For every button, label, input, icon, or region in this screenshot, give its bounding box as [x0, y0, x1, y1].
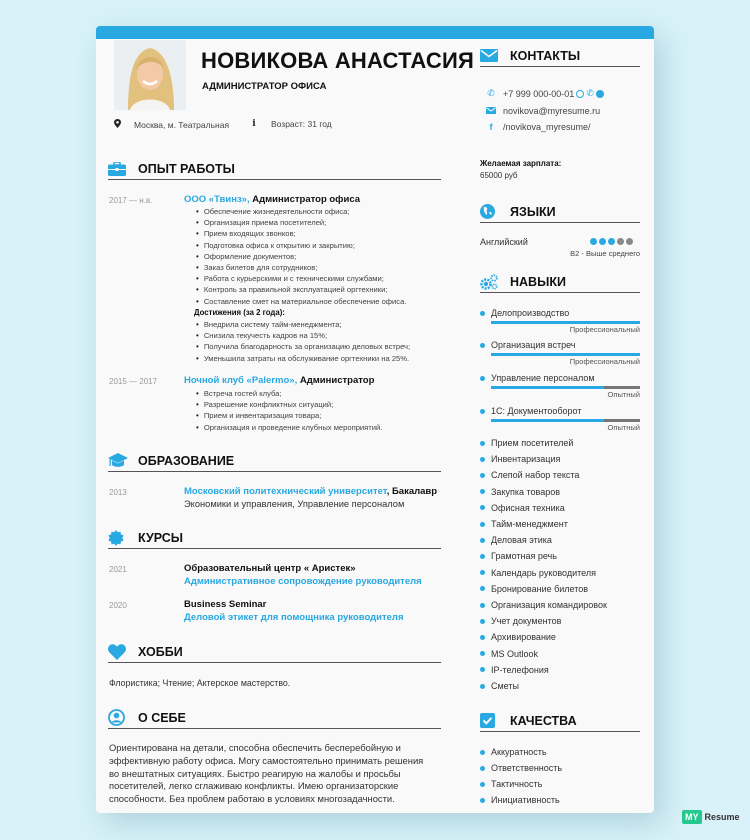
company-name: Ночной клуб «Palermo», [184, 375, 298, 386]
bullet-dot [480, 473, 485, 478]
bullet-dot [480, 651, 485, 656]
education-year: 2013 [109, 488, 127, 497]
section-title: ОБРАЗОВАНИЕ [138, 453, 235, 468]
language-name: Английский [480, 237, 528, 247]
about-line: способности. Без проблем работаю в условиях многозадачности. [109, 793, 395, 805]
skill-level: Опытный [607, 423, 640, 432]
location [112, 119, 229, 130]
resume-page [96, 26, 654, 813]
skill-name: Учет документов [491, 616, 562, 627]
map-pin-icon [112, 119, 122, 130]
duty-item: • Подготовка офиса к открытию и закрытию; [196, 240, 406, 251]
section-education [108, 452, 441, 472]
achievement-item: • Снизила текучесть кадров на 15%; [196, 330, 410, 341]
skill-name: Сметы [491, 681, 519, 691]
age [249, 119, 332, 129]
quality-item: Инициативность [480, 794, 560, 806]
skill-item [480, 664, 549, 676]
section-title: КУРСЫ [138, 530, 184, 545]
duty-item: • Прием входящих звонков; [196, 228, 406, 239]
bullet-dot [480, 635, 485, 640]
job-duties [196, 206, 406, 307]
skill-item [480, 631, 556, 643]
contact-phone[interactable] [484, 88, 604, 99]
skill-name: Закупка товаров [491, 486, 560, 497]
quality-item: Аккуратность [480, 746, 547, 758]
achievements-label: Достижения (за 2 года): [194, 308, 285, 317]
duty-item: • Прием и инвентаризация товара; [196, 410, 382, 421]
dot-filled [608, 238, 615, 245]
quality-item: Ответственность [480, 762, 562, 774]
skill-level: Опытный [607, 390, 640, 399]
dot-filled [590, 238, 597, 245]
phone-icon: ✆ [487, 88, 495, 98]
course-name: Административное сопровождение руководителя [184, 576, 422, 587]
achievement-item: • Получила благодарность за организацию деловых встреч; [196, 341, 410, 352]
skill-item [480, 469, 579, 481]
course-year: 2020 [109, 601, 127, 610]
bullet-dot [480, 554, 485, 559]
skill-name: Архивирование [491, 632, 556, 643]
bullet-dot [480, 505, 485, 510]
skill-bar [491, 386, 640, 389]
skill-item [480, 518, 568, 530]
candidate-name: НОВИКОВА АНАСТАСИЯ [201, 48, 474, 73]
skill-item [480, 615, 561, 627]
duty-item: • Контроль за правильной эксплуатацией оргтехники; [196, 284, 406, 295]
bullet-dot [480, 570, 485, 575]
skill-item [480, 567, 596, 579]
section-contacts [480, 47, 640, 67]
user-circle-icon [108, 709, 130, 727]
skill-name: Бронирование билетов [491, 583, 589, 594]
duty-item: • Заказ билетов для сотрудников; [196, 262, 406, 273]
graduation-cap-icon [108, 452, 130, 470]
job-duties [196, 388, 382, 433]
job-dates: 2017 — н.в. [109, 196, 153, 205]
skill-level: Профессиональный [569, 357, 640, 366]
about-text [109, 742, 423, 806]
bullet-dot [480, 684, 485, 689]
institution-name: Московский политехнический университет [184, 486, 387, 497]
education-heading [184, 486, 437, 497]
heart-icon [108, 643, 130, 661]
course-year: 2021 [109, 565, 127, 574]
skill-rated [480, 307, 640, 334]
quality-item: Тактичность [480, 778, 542, 790]
skill-item [480, 648, 538, 660]
job-position: Администратор [299, 375, 375, 386]
skill-level: Профессиональный [569, 325, 640, 334]
job-position: Администратор офиса [252, 194, 361, 205]
section-skills [480, 273, 640, 293]
bullet-dot [480, 343, 485, 348]
myresume-logo[interactable] [682, 810, 740, 824]
bullet-dot [480, 603, 485, 608]
skill-name: Офисная техника [491, 502, 565, 513]
bullet-dot [480, 441, 485, 446]
salary-value: 65000 руб [480, 171, 518, 180]
course-name: Деловой этикет для помощника руководителя [184, 612, 404, 623]
about-line: во внештатных ситуациях. Быстро реагирую на жалобы и просьбы [109, 767, 401, 779]
skill-name: Календарь руководителя [491, 567, 596, 578]
whatsapp-icon[interactable] [576, 90, 584, 98]
skill-name: Прием посетителей [491, 438, 574, 448]
skill-name: Организация встреч [491, 340, 576, 350]
about-line: эффективную работу офиса. Могу самостоятельно принимать решения [109, 754, 424, 766]
bullet-dot [480, 489, 485, 494]
gears-icon [480, 273, 502, 291]
achievement-item: • Внедрила систему тайм-менеджмента; [196, 319, 410, 330]
duty-item: • Составление смет на материальное обеспечение офиса. [196, 296, 406, 307]
skill-name: Делопроизводство [491, 308, 570, 318]
bullet-dot [480, 311, 485, 316]
dot-empty [626, 238, 633, 245]
bullet-dot [480, 457, 485, 462]
section-title: НАВЫКИ [510, 274, 566, 289]
salary-label: Желаемая зарплата: [480, 159, 562, 168]
job-dates: 2015 — 2017 [109, 377, 158, 386]
bullet-dot [480, 376, 485, 381]
section-hobbies [108, 643, 441, 663]
about-line: Ориентирована на детали, способна обеспечить бесперебойную и [109, 742, 401, 753]
skill-item [480, 583, 588, 595]
section-languages [480, 203, 640, 223]
bullet-dot [480, 538, 485, 543]
facebook-text: /novikova_myresume/ [503, 122, 591, 132]
skill-item [480, 502, 565, 514]
skill-item [480, 599, 607, 611]
candidate-title: АДМИНИСТРАТОР ОФИСА [202, 81, 327, 92]
section-qualities [480, 712, 640, 732]
location-text: Москва, м. Театральная [134, 119, 230, 130]
contact-facebook[interactable] [484, 122, 591, 132]
duty-item: • Встреча гостей клуба; [196, 388, 382, 399]
bullet-dot [480, 667, 485, 672]
hobbies-text: Флористика; Чтение; Актерское мастерство. [109, 678, 291, 688]
skill-item [480, 453, 560, 465]
duty-item: • Разрешение конфликтных ситуаций; [196, 399, 382, 410]
brand-name: Resume [704, 812, 740, 822]
duty-item: • Работа с курьерскими и с техническими службами; [196, 273, 406, 284]
skill-name: Грамотная речь [491, 551, 557, 562]
bullet-dot [480, 586, 485, 591]
skill-item [480, 680, 519, 692]
skill-item [480, 550, 557, 562]
job-heading [184, 375, 374, 386]
achievement-item: • Уменьшила затраты на обслуживание оргтехники на 25%. [196, 353, 410, 364]
language-level: B2 - Выше среднего [570, 249, 640, 258]
company-name: ООО «Твинз», [184, 194, 250, 205]
top-accent-bar [96, 26, 654, 39]
bullet-dot [480, 522, 485, 527]
skill-name: Деловая этика [491, 535, 552, 546]
skill-name: Тайм-менеджмент [491, 519, 568, 529]
badge-icon [108, 529, 130, 547]
skill-bar [491, 321, 640, 324]
skill-name: Слепой набор текста [491, 470, 580, 481]
skill-name: Управление персоналом [491, 373, 595, 383]
globe-icon [480, 203, 502, 221]
section-about [108, 709, 441, 729]
brand-badge: MY [682, 810, 702, 824]
section-title: КОНТАКТЫ [510, 48, 581, 63]
duty-item: • Организация приема посетителей; [196, 217, 406, 228]
checkbox-icon [480, 712, 502, 730]
skill-name: 1С: Документооборот [491, 406, 582, 416]
skill-item [480, 534, 552, 546]
skill-name: MS Outlook [491, 648, 539, 659]
email-text: novikova@myresume.ru [503, 106, 601, 116]
education-field: Экономики и управления, Управление персоналом [184, 499, 405, 509]
briefcase-icon [108, 160, 130, 178]
section-title: О СЕБЕ [138, 710, 186, 725]
achievements-list [196, 319, 410, 364]
info-icon: i [252, 119, 256, 129]
skill-name: Инвентаризация [491, 454, 561, 465]
dot-empty [617, 238, 624, 245]
email-icon [484, 106, 498, 116]
course-provider: Business Seminar [184, 599, 267, 610]
skill-item [480, 437, 573, 449]
section-courses [108, 529, 441, 549]
section-experience [108, 160, 441, 180]
skill-rated [480, 372, 640, 399]
duty-item: • Оформление документов; [196, 251, 406, 262]
bullet-dot [480, 409, 485, 414]
contact-email[interactable] [484, 106, 600, 116]
section-title: ХОББИ [138, 644, 183, 659]
skill-rated [480, 405, 640, 432]
degree: , Бакалавр [386, 486, 438, 497]
skill-name: Организация командировок [491, 600, 607, 610]
section-title: КАЧЕСТВА [510, 713, 577, 728]
viber-icon[interactable]: ✆ [586, 88, 594, 98]
skill-bar [491, 419, 640, 422]
telegram-icon[interactable] [596, 90, 604, 98]
course-provider: Образовательный центр « Аристек» [184, 563, 356, 574]
duty-item: • Обеспечение жизнедеятельности офиса; [196, 206, 406, 217]
envelope-icon [480, 47, 502, 65]
about-line: посетителей, легко сглаживаю конфликты. Имею организаторские [109, 780, 399, 792]
skill-rated [480, 339, 640, 366]
age-text: Возраст: 31 год [271, 119, 332, 129]
dot-filled [599, 238, 606, 245]
section-title: ЯЗЫКИ [510, 204, 556, 219]
duty-item: • Организация и проведение клубных мероприятий. [196, 422, 382, 433]
skill-item [480, 486, 560, 498]
facebook-icon: f [489, 122, 493, 132]
job-heading [184, 194, 360, 205]
skill-bar [491, 353, 640, 356]
bullet-dot [480, 619, 485, 624]
phone-number: +7 999 000-00-01 [503, 88, 575, 99]
profile-photo [114, 40, 186, 110]
language-level-dots [590, 238, 633, 245]
section-title: ОПЫТ РАБОТЫ [138, 161, 235, 176]
skill-name: IP-телефония [491, 664, 549, 675]
